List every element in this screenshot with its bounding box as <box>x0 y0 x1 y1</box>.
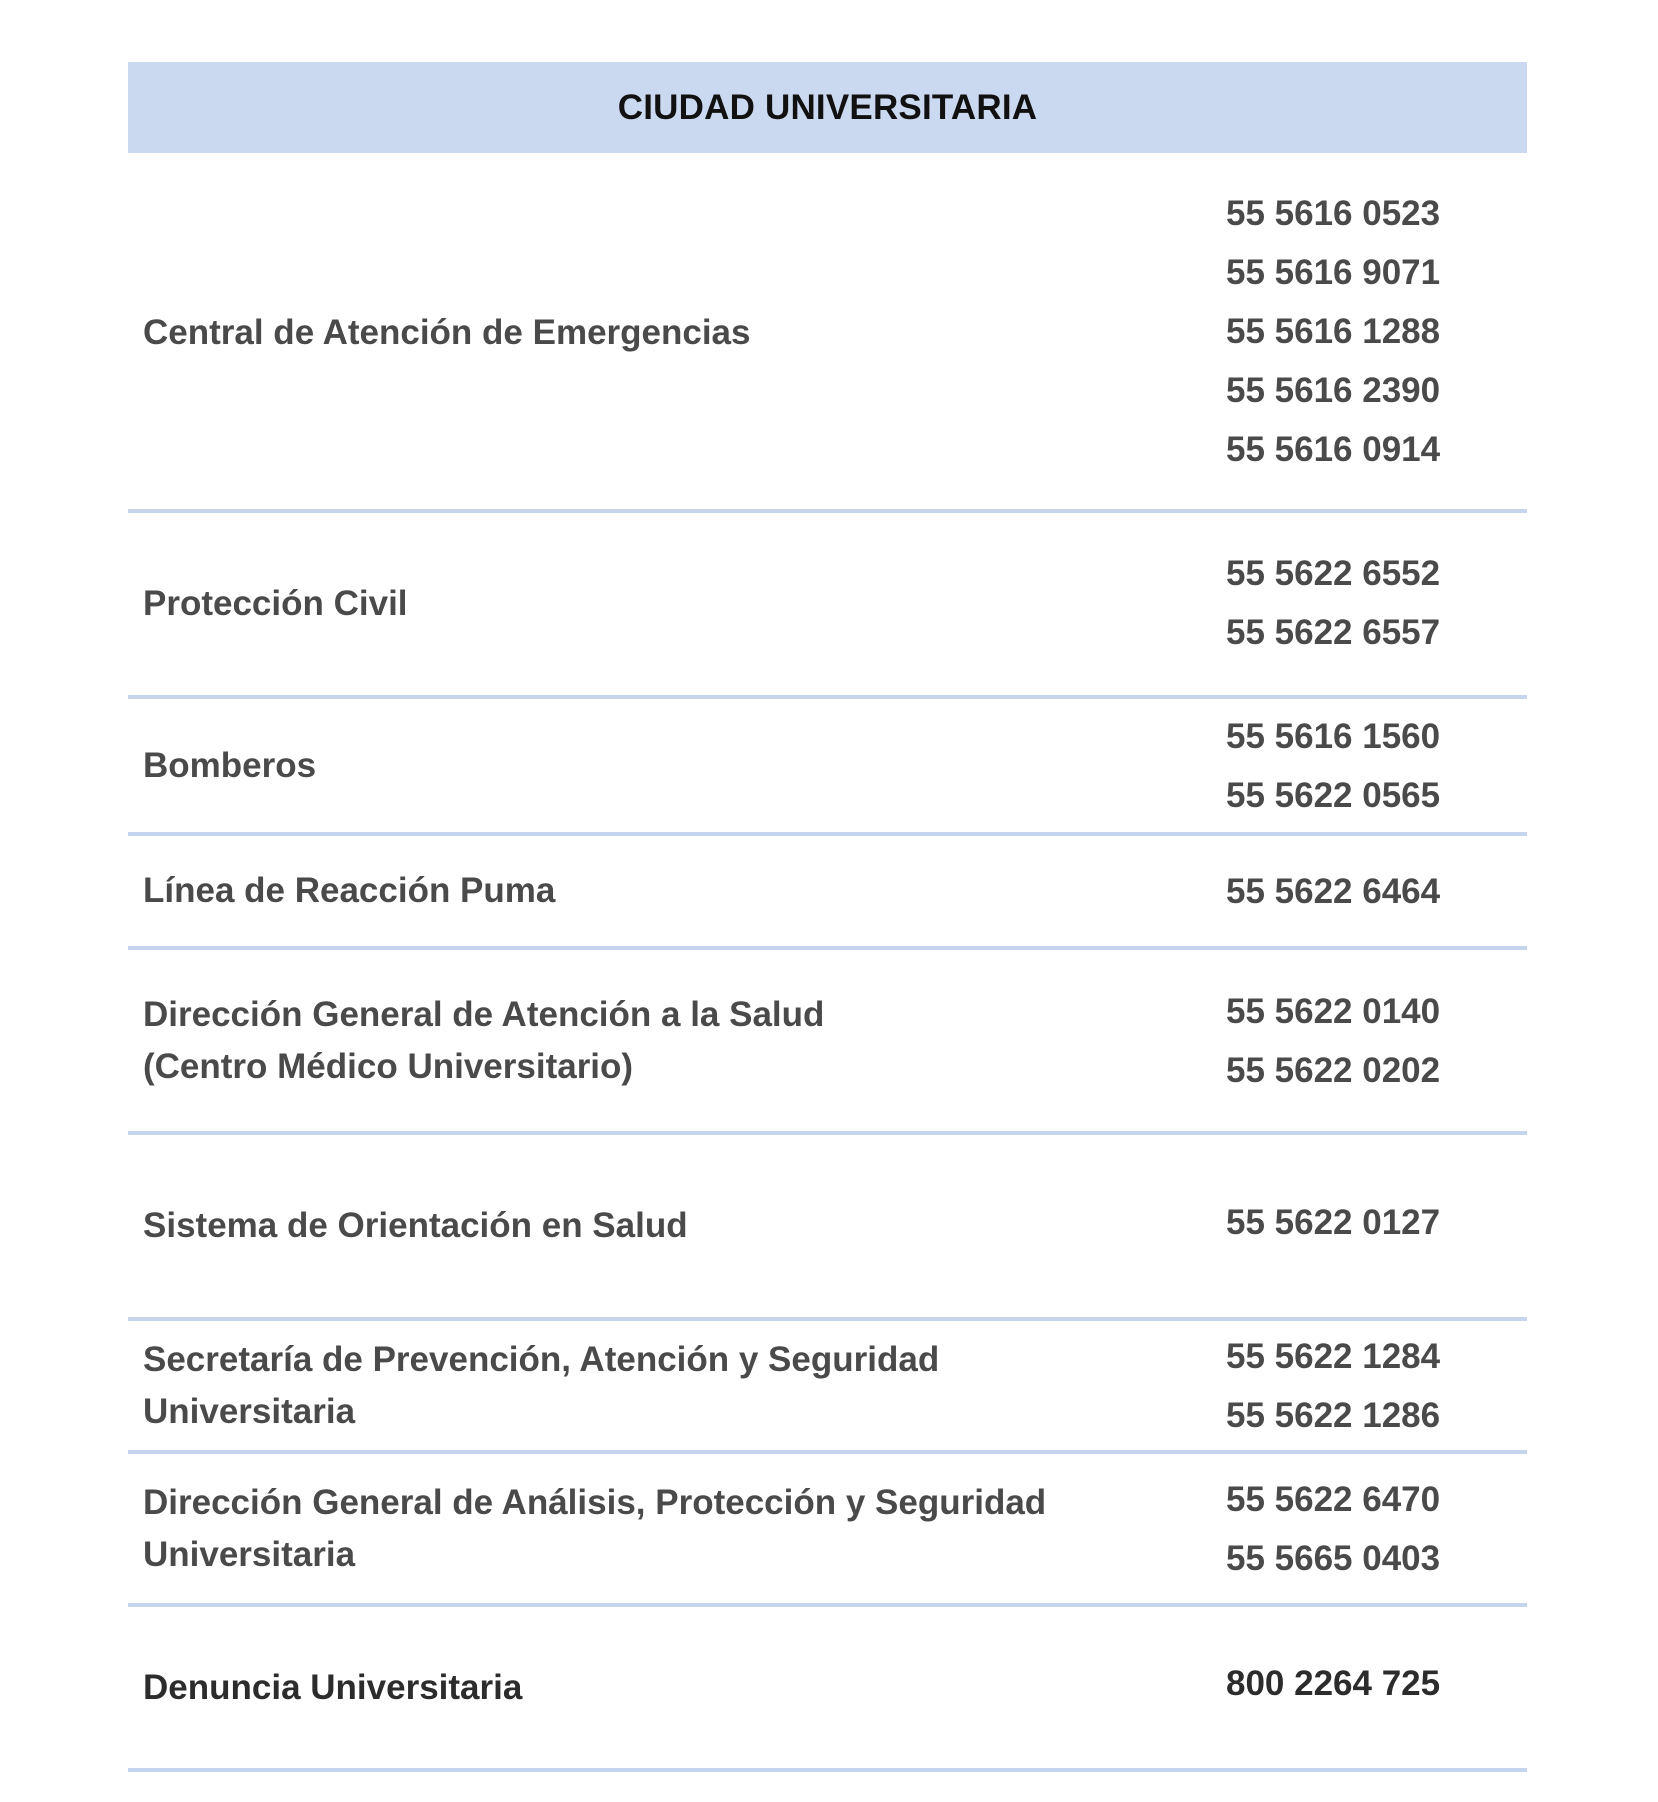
phone-number: 55 5622 0140 <box>1226 991 1441 1031</box>
phone-number: 55 5622 6464 <box>1226 871 1441 911</box>
phone-number: 55 5616 2390 <box>1226 370 1441 410</box>
table-row <box>128 950 1527 1135</box>
phone-number: 55 5622 6552 <box>1226 554 1441 593</box>
phone-number: 55 5616 0914 <box>1226 429 1441 469</box>
table-row <box>128 1607 1527 1772</box>
phone-number: 55 5616 1288 <box>1226 311 1441 351</box>
table-row <box>128 1135 1527 1321</box>
service-name-line: Protección Civil <box>143 584 408 623</box>
phone-list <box>1226 1321 1440 1450</box>
phone-list <box>1226 153 1440 509</box>
phone-number: 55 5622 1284 <box>1226 1336 1441 1376</box>
service-name <box>128 1477 1188 1581</box>
phone-list <box>1226 1599 1440 1768</box>
table-header <box>128 62 1527 153</box>
phone-number: 55 5622 0202 <box>1226 1050 1441 1090</box>
phone-number: 55 5622 6470 <box>1226 1479 1441 1519</box>
phone-number: 55 5616 9071 <box>1226 252 1441 292</box>
table-row <box>128 513 1527 699</box>
service-name-line: Central de Atención de Emergencias <box>143 313 751 352</box>
phone-number: 55 5622 1286 <box>1226 1395 1441 1435</box>
phone-list <box>1226 699 1440 832</box>
service-name <box>128 307 1188 359</box>
phone-number: 55 5622 0565 <box>1226 775 1441 815</box>
service-name <box>128 1200 1188 1252</box>
phone-list <box>1226 836 1440 946</box>
service-name <box>128 1334 1188 1438</box>
service-name <box>128 865 1188 917</box>
service-name-line: Sistema de Orientación en Salud <box>143 1206 688 1245</box>
phone-number: 55 5622 6557 <box>1226 613 1441 652</box>
service-name-line: Denuncia Universitaria <box>143 1667 523 1707</box>
phone-number: 800 2264 725 <box>1226 1664 1441 1703</box>
service-name-line: Línea de Reacción Puma <box>143 871 556 910</box>
service-name-line: Bomberos <box>143 745 317 785</box>
service-name <box>128 1662 1188 1714</box>
page-title: CIUDAD UNIVERSITARIA <box>617 87 1038 127</box>
table-row <box>128 1321 1527 1454</box>
phone-number: 55 5616 0523 <box>1226 193 1441 233</box>
service-name-line: Secretaría de Prevención, Atención y Seguridad <box>143 1339 940 1379</box>
service-name <box>128 989 1188 1093</box>
service-name-line: Dirección General de Análisis, Protección y Seguridad <box>143 1482 1047 1522</box>
table-row <box>128 836 1527 950</box>
service-name-line: Universitaria <box>143 1391 356 1431</box>
phone-list <box>1226 1127 1440 1317</box>
table-row <box>128 1454 1527 1607</box>
service-name-line: Universitaria <box>143 1534 356 1574</box>
service-name-line: (Centro Médico Universitario) <box>143 1046 634 1086</box>
table-row <box>128 153 1527 513</box>
phone-number: 55 5616 1560 <box>1226 716 1441 756</box>
phone-list <box>1226 1454 1440 1603</box>
phone-list <box>1226 511 1440 695</box>
service-name <box>128 578 1188 630</box>
table-row <box>128 699 1527 836</box>
service-name-line: Dirección General de Atención a la Salud <box>143 994 825 1034</box>
emergency-directory-table <box>128 62 1527 1772</box>
phone-number: 55 5665 0403 <box>1226 1538 1441 1578</box>
service-name <box>128 740 1188 792</box>
phone-number: 55 5622 0127 <box>1226 1202 1441 1242</box>
phone-list <box>1226 950 1440 1131</box>
